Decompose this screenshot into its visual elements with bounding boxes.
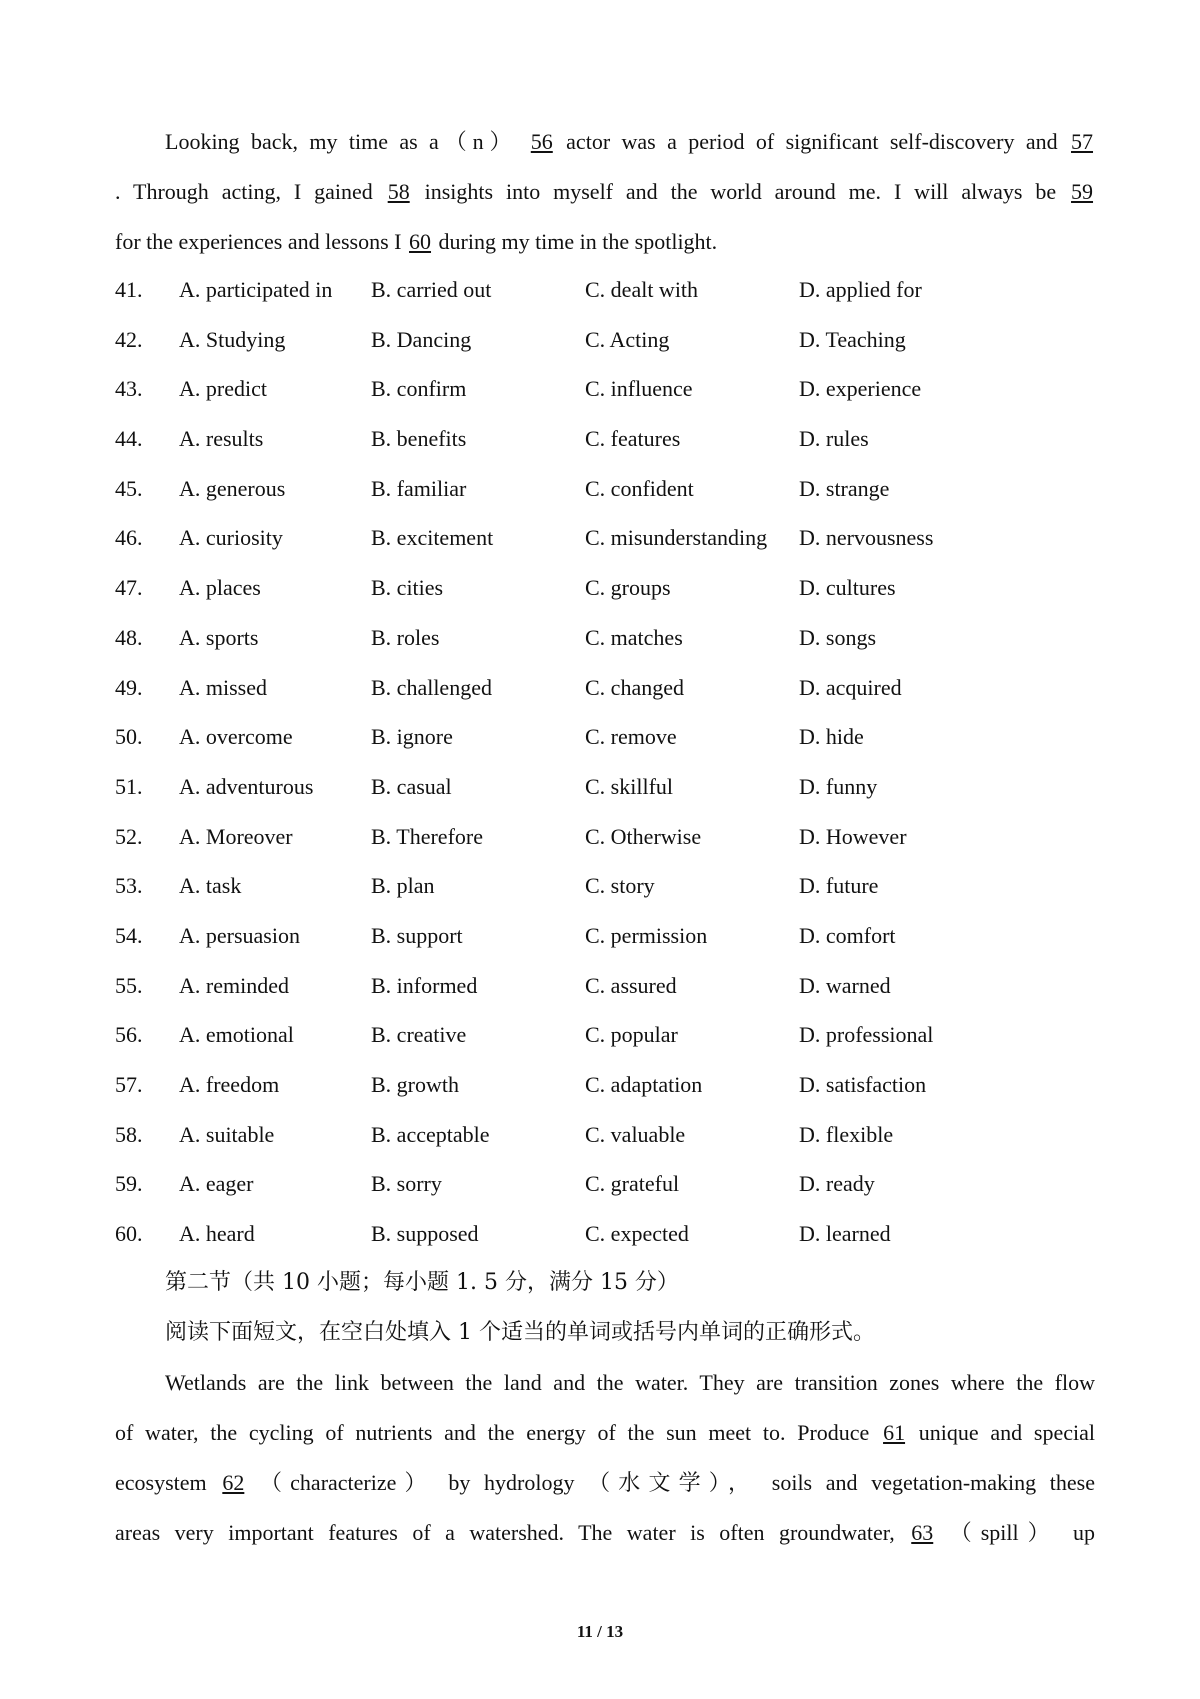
option-b: B. benefits [371,426,467,452]
option-c: C. matches [585,624,683,650]
question-number: 44. [115,426,143,452]
option-c: C. story [585,873,655,899]
page-number: 11 / 13 [576,1622,624,1641]
option-b: B. Therefore [371,823,483,849]
option-c: C. grateful [585,1171,680,1197]
question-number: 45. [115,475,143,501]
option-d: D. warned [799,972,891,998]
option-d: D. funny [799,773,878,799]
option-b: B. roles [371,624,440,650]
option-d: D. future [799,873,879,899]
option-c: C. assured [585,972,677,998]
question-number: 53. [115,873,143,899]
passage-1-ending [115,117,1095,267]
option-b: B. sorry [371,1171,442,1197]
option-d: D. comfort [799,922,896,948]
question-number: 41. [115,277,143,302]
question-options-list [115,265,1095,1259]
blank-59: 59 [1071,179,1094,204]
question-row [115,762,1095,812]
question-row [115,613,1095,663]
option-b: B. Dancing [371,326,472,352]
blank-57: 57 [1071,129,1094,154]
option-d: D. applied for [799,277,922,302]
option-c: C. dealt with [585,277,699,302]
option-c: C. remove [585,724,677,750]
question-number: 60. [115,1221,143,1247]
option-d: D. strange [799,475,890,501]
option-a: A. overcome [179,724,293,750]
question-number: 51. [115,773,143,799]
option-c: C. permission [585,922,708,948]
option-c: C. changed [585,674,684,700]
option-a: A. heard [179,1221,255,1247]
option-b: B. casual [371,773,452,799]
option-d: D. professional [799,1022,934,1048]
question-number: 49. [115,674,143,700]
option-d: D. hide [799,724,864,750]
question-row [115,1209,1095,1259]
question-row [115,364,1095,414]
blank-58: 58 [387,179,410,204]
section-2-instruction: 阅读下面短文，在空白处填入 1 个适当的单词或括号内单词的正确形式。 [165,1320,875,1345]
option-d: D. However [799,823,907,849]
question-row [115,812,1095,862]
option-a: A. adventurous [179,773,314,799]
question-row [115,1010,1095,1060]
option-d: D. experience [799,376,922,402]
passage-line: for the experiences and lessons I 60 during my time in the spotlight. [115,229,718,254]
section-2-heading: 第二节（共 10 小题；每小题 1. 5 分，满分 15 分） [165,1270,679,1295]
option-c: C. features [585,426,681,452]
option-a: A. task [179,873,242,899]
question-row [115,1060,1095,1110]
question-number: 57. [115,1072,143,1097]
option-a: A. participated in [179,277,333,302]
option-b: B. confirm [371,376,467,402]
question-number: 56. [115,1022,143,1048]
question-row [115,712,1095,762]
passage-2 [115,1358,1095,1558]
option-b: B. carried out [371,277,492,302]
option-c: C. Otherwise [585,823,702,849]
option-b: B. ignore [371,724,453,750]
question-number: 46. [115,525,143,551]
question-number: 54. [115,922,143,948]
question-number: 58. [115,1121,143,1147]
option-d: D. learned [799,1221,891,1247]
question-number: 43. [115,376,143,402]
passage-line: areas very important features of a watershed. The water is often groundwater, 63 （spill） up [115,1520,1096,1545]
question-number: 52. [115,823,143,849]
option-a: A. reminded [179,972,289,998]
option-a: A. persuasion [179,922,300,948]
option-b: B. cities [371,575,444,601]
question-row [115,961,1095,1011]
question-number: 42. [115,326,143,352]
question-row [115,265,1095,315]
option-c: C. influence [585,376,693,402]
option-a: A. generous [179,475,286,501]
passage-line: Wetlands are the link between the land and the water. They are transition zones where the flow [165,1370,1095,1395]
blank-60: 60 [409,229,432,254]
option-c: C. popular [585,1022,678,1048]
question-row [115,414,1095,464]
option-d: D. songs [799,624,877,650]
option-d: D. acquired [799,674,902,700]
question-number: 59. [115,1171,143,1197]
option-a: A. freedom [179,1072,280,1097]
option-b: B. support [371,922,463,948]
option-c: C. skillful [585,773,674,799]
question-row [115,1110,1095,1160]
option-a: A. Moreover [179,823,293,849]
option-b: B. challenged [371,674,492,700]
option-c: C. valuable [585,1121,686,1147]
option-b: B. creative [371,1022,467,1048]
question-row [115,1159,1095,1209]
question-row [115,861,1095,911]
option-b: B. growth [371,1072,459,1097]
option-b: B. excitement [371,525,494,551]
blank-62: 62 [222,1470,245,1495]
option-a: A. eager [179,1171,254,1197]
question-row [115,315,1095,365]
option-c: C. adaptation [585,1072,703,1097]
option-a: A. curiosity [179,525,283,551]
question-row [115,663,1095,713]
option-d: D. satisfaction [799,1072,927,1097]
passage-line: . Through acting, I gained 58 insights into myself and the world around me. I will always be 59 [115,179,1094,204]
option-d: D. rules [799,426,869,452]
option-d: D. cultures [799,575,896,601]
option-b: B. informed [371,972,478,998]
question-number: 48. [115,624,143,650]
option-b: B. supposed [371,1221,479,1247]
passage-line: Looking back, my time as a（n） 56 actor was a period of significant self-discovery and 57 [165,129,1094,154]
question-row [115,464,1095,514]
question-number: 50. [115,724,143,750]
option-c: C. expected [585,1221,689,1247]
question-number: 55. [115,972,143,998]
option-a: A. predict [179,376,267,402]
option-c: C. Acting [585,326,670,352]
option-b: B. plan [371,873,435,899]
option-d: D. flexible [799,1121,894,1147]
question-number: 47. [115,575,143,601]
option-d: D. ready [799,1171,875,1197]
option-b: B. acceptable [371,1121,490,1147]
question-row [115,911,1095,961]
blank-63: 63 [911,1520,934,1545]
passage-line: of water, the cycling of nutrients and the energy of the sun meet to. Produce 61 unique and special [115,1420,1095,1445]
blank-56: 56 [530,129,553,154]
question-row [115,563,1095,613]
passage-line: ecosystem 62 （characterize） by hydrology （水文学）， soils and vegetation-making these [115,1470,1096,1495]
option-c: C. misunderstanding [585,525,768,551]
blank-61: 61 [883,1420,906,1445]
option-d: D. Teaching [799,326,906,352]
option-a: A. Studying [179,326,286,352]
option-c: C. groups [585,575,671,601]
option-a: A. places [179,575,261,601]
option-a: A. suitable [179,1121,275,1147]
question-row [115,513,1095,563]
option-a: A. results [179,426,264,452]
option-a: A. sports [179,624,259,650]
option-a: A. missed [179,674,267,700]
option-a: A. emotional [179,1022,294,1048]
option-b: B. familiar [371,475,467,501]
option-d: D. nervousness [799,525,934,551]
option-c: C. confident [585,475,694,501]
